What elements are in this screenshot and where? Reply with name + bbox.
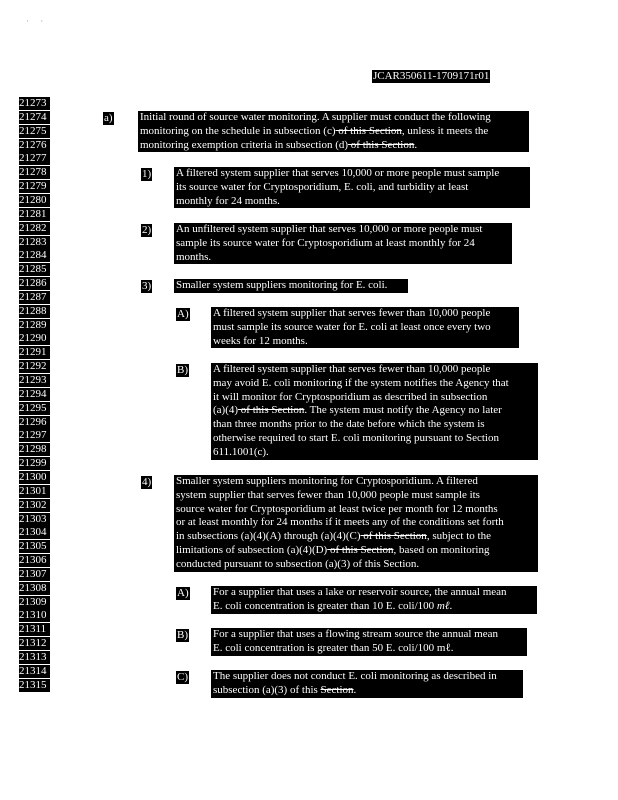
text: . xyxy=(414,138,418,151)
line-number: 21298 xyxy=(19,443,50,456)
document-id: JCAR350611-1709171r01 xyxy=(373,70,490,82)
paragraph-4a xyxy=(211,586,537,614)
line-number: 21291 xyxy=(19,346,50,359)
paragraph-3b-line-7: 611.1001(c). xyxy=(213,445,269,458)
line-number: 21308 xyxy=(19,582,50,595)
line-number: 21294 xyxy=(19,388,50,401)
paragraph-3b-line-4 xyxy=(213,404,536,418)
paragraph-2-line-1: An unfiltered system supplier that serves 10,000 or more people must xyxy=(176,223,483,235)
paragraph-a-line-2 xyxy=(140,125,527,139)
text: monitoring on the schedule in subsection (c) xyxy=(140,124,336,137)
paragraph-4-line-3: source water for Cryptosporidium at least twice per month for 12 months xyxy=(176,502,498,515)
line-number: 21297 xyxy=(19,429,50,442)
text: in subsections (a)(4)(A) through (a)(4)(C) xyxy=(176,530,361,543)
paragraph-4-line-2: system supplier that serves fewer than 10,000 people must sample its xyxy=(176,488,480,501)
paragraph-a-line-3 xyxy=(140,139,445,153)
paragraph-3-line-1: Smaller system suppliers monitoring for E. coli. xyxy=(176,279,388,291)
text: . The system must notify the Agency no later xyxy=(304,404,502,417)
line-number: 21288 xyxy=(19,305,50,318)
line-number: 21285 xyxy=(19,263,50,276)
line-number: 21302 xyxy=(19,499,50,512)
line-number: 21306 xyxy=(19,554,50,567)
struck-text: of this Section xyxy=(348,138,415,151)
paragraph-4c-line-1: The supplier does not conduct E. coli monitoring as described in xyxy=(213,670,497,682)
label-a: a) xyxy=(104,112,113,124)
text: limitations of subsection (a)(4)(D) xyxy=(176,543,328,556)
paragraph-2-line-3: months. xyxy=(176,250,212,263)
label-4a: A) xyxy=(177,587,189,599)
text: (a)(4) xyxy=(213,404,239,417)
label-4b: B) xyxy=(177,629,188,641)
line-number: 21309 xyxy=(19,596,50,609)
paragraph-4a-line-1: For a supplier that uses a lake or reservoir source, the annual mean xyxy=(213,586,507,598)
paragraph-3b xyxy=(211,363,538,460)
text: monitoring exemption criteria in subsection (d) xyxy=(140,138,349,151)
line-number: 21275 xyxy=(19,125,50,138)
text: . xyxy=(449,599,453,612)
paragraph-1 xyxy=(174,167,530,208)
line-number: 21289 xyxy=(19,319,50,332)
paragraph-3b-line-5: than three months prior to the date before which the system is xyxy=(213,418,485,431)
text: , unless it meets the xyxy=(401,124,489,137)
line-number: 21274 xyxy=(19,111,50,124)
line-number: 21293 xyxy=(19,374,50,387)
line-number: 21313 xyxy=(19,651,50,664)
struck-text: of this Section xyxy=(360,530,427,543)
paragraph-3b-line-6: otherwise required to start E. coli monitoring pursuant to Section xyxy=(213,431,499,444)
line-number: 21273 xyxy=(19,97,50,110)
paragraph-3b-line-1: A filtered system supplier that serves fewer than 10,000 people xyxy=(213,363,491,375)
label-2: 2) xyxy=(142,224,152,236)
paragraph-4-line-5 xyxy=(176,530,536,544)
line-number: 21301 xyxy=(19,485,50,498)
line-number: 21290 xyxy=(19,332,50,345)
line-number: 21287 xyxy=(19,291,50,304)
paragraph-4a-line-2 xyxy=(213,600,535,614)
line-number: 21299 xyxy=(19,457,50,470)
paragraph-4b xyxy=(211,628,527,656)
line-number: 21284 xyxy=(19,249,50,262)
text: E. coli concentration is greater than 10 E. coli/100 xyxy=(213,599,437,612)
text: subsection (a)(3) of this xyxy=(213,683,321,696)
label-3: 3) xyxy=(142,280,152,292)
paragraph-3b-line-3: it will monitor for Cryptosporidium as described in subsection xyxy=(213,390,488,403)
label-1: 1) xyxy=(142,168,152,180)
line-number: 21311 xyxy=(19,623,50,636)
paragraph-1-line-3: monthly for 24 months. xyxy=(176,194,280,207)
paragraph-4-line-1: Smaller system suppliers monitoring for Cryptosporidium. A filtered xyxy=(176,475,478,487)
paragraph-3a-line-2: must sample its source water for E. coli at least once every two xyxy=(213,320,491,333)
label-3b: B) xyxy=(177,364,188,376)
line-number: 21279 xyxy=(19,180,50,193)
line-number: 21277 xyxy=(19,152,50,165)
line-number: 21307 xyxy=(19,568,50,581)
line-number: 21312 xyxy=(19,637,50,650)
paragraph-4b-line-1: For a supplier that uses a flowing stream source the annual mean xyxy=(213,628,499,640)
paragraph-2 xyxy=(174,223,512,264)
struck-text: of this Section xyxy=(327,543,394,556)
scan-specks: · · xyxy=(26,16,44,26)
paragraph-a-line-1: Initial round of source water monitoring. A supplier must conduct the following xyxy=(140,111,491,123)
line-number: 21283 xyxy=(19,236,50,249)
paragraph-2-line-2: sample its source water for Cryptosporidium at least monthly for 24 xyxy=(176,236,475,249)
paragraph-3 xyxy=(174,279,408,293)
line-number: 21276 xyxy=(19,139,50,152)
paragraph-4c xyxy=(211,670,523,698)
paragraph-3a-line-1: A filtered system supplier that serves fewer than 10,000 people xyxy=(213,307,491,319)
label-3a: A) xyxy=(177,308,189,320)
label-4c: C) xyxy=(177,671,188,683)
struck-text: Section xyxy=(320,683,354,696)
line-number: 21282 xyxy=(19,222,50,235)
paragraph-4-line-7: conducted pursuant to subsection (a)(3) of this Section. xyxy=(176,557,420,570)
line-number: 21314 xyxy=(19,665,50,678)
line-number: 21281 xyxy=(19,208,50,221)
line-number: 21295 xyxy=(19,402,50,415)
paragraph-3b-line-2: may avoid E. coli monitoring if the system notifies the Agency that xyxy=(213,376,509,389)
text: , subject to the xyxy=(426,530,491,543)
text: , based on monitoring xyxy=(393,543,490,556)
paragraph-1-line-2: its source water for Cryptosporidium, E. coli, and turbidity at least xyxy=(176,180,469,193)
paragraph-3a-line-3: weeks for 12 months. xyxy=(213,334,308,347)
paragraph-3a xyxy=(211,307,519,348)
line-number: 21286 xyxy=(19,277,50,290)
line-number: 21292 xyxy=(19,360,50,373)
line-number: 21305 xyxy=(19,540,50,553)
paragraph-4 xyxy=(174,475,538,572)
paragraph-4c-line-2 xyxy=(213,684,521,698)
line-number: 21280 xyxy=(19,194,50,207)
line-number: 21296 xyxy=(19,416,50,429)
struck-text: of this Section xyxy=(335,124,402,137)
line-number: 21300 xyxy=(19,471,50,484)
line-number: 21304 xyxy=(19,526,50,539)
paragraph-4-line-6 xyxy=(176,544,536,558)
line-number: 21315 xyxy=(19,679,50,692)
paragraph-1-line-1: A filtered system supplier that serves 10,000 or more people must sample xyxy=(176,167,500,179)
paragraph-4-line-4: or at least monthly for 24 months if it meets any of the conditions set forth xyxy=(176,516,504,529)
label-4: 4) xyxy=(142,476,152,488)
unit-text: mℓ xyxy=(436,599,450,612)
paragraph-a xyxy=(138,111,529,152)
line-number: 21303 xyxy=(19,513,50,526)
paragraph-4b-line-2: E. coli concentration is greater than 50 E. coli/100 mℓ. xyxy=(213,641,454,654)
line-number: 21278 xyxy=(19,166,50,179)
text: . xyxy=(353,683,357,696)
line-number: 21310 xyxy=(19,609,50,622)
struck-text: of this Section xyxy=(238,404,305,417)
